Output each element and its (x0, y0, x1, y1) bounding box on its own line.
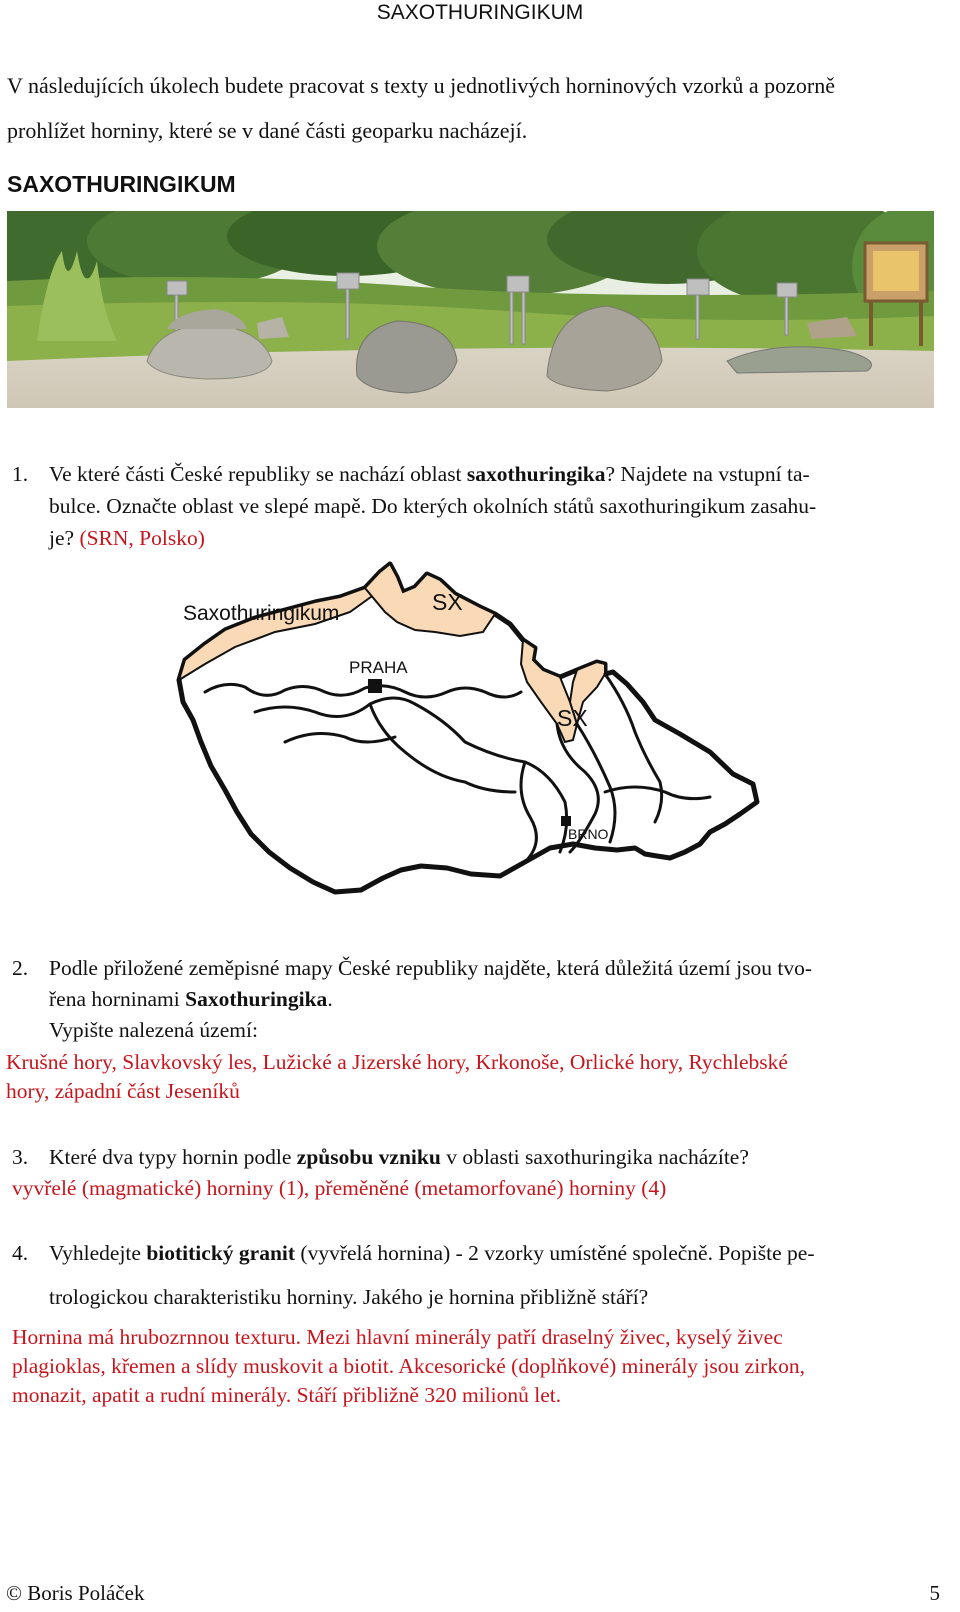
q4-answer-line-2: plagioklas, křemen a slídy muskovit a biotit. Akcesorické (doplňkové) minerály jsou zirkon, (12, 1354, 805, 1378)
q3-bold-term: způsobu vzniku (296, 1145, 441, 1169)
q4-bold-term: biotitický granit (146, 1241, 296, 1265)
q4-answer-line-1: Hornina má hrubozrnnou texturu. Mezi hlavní minerály patří draselný živec, kyselý živec (12, 1325, 783, 1349)
q2-text-c: . (327, 987, 333, 1011)
label-sx-north: SX (432, 589, 463, 615)
q2-bold-term: Saxothuringika (185, 987, 328, 1011)
question-2-line-3: Vypište nalezená území: (49, 1018, 258, 1042)
q1-text-line3: je? (49, 526, 80, 550)
question-3 (0, 1141, 960, 1173)
page-header: SAXOTHURINGIKUM (376, 1, 584, 24)
question-4-line-1 (49, 1237, 939, 1269)
q4-text-c: (vyvřelá hornina) - 2 vzorky umístěné společně. Popište pe- (295, 1241, 815, 1265)
question-1 (0, 458, 960, 554)
q2-answer-line-1: Krušné hory, Slavkovský les, Lužické a Jizerské hory, Krkonoše, Orlické hory, Rychlebské (6, 1050, 788, 1074)
intro-line-1: V následujících úkolech budete pracovat s texty u jednotlivých horninových vzorků a pozorně (7, 73, 836, 98)
q1-text-c: ? Najdete na vstupní ta- (605, 462, 810, 486)
question-2-line-2 (49, 983, 939, 1015)
label-brno: BRNO (568, 826, 609, 842)
question-4 (0, 1237, 960, 1313)
q4-text-a: Vyhledejte (49, 1241, 147, 1265)
q4-answer-line-3: monazit, apatit a rudní minerály. Stáří přibližně 320 milionů let. (12, 1383, 562, 1407)
brno-marker (561, 816, 571, 826)
q1-answer: (SRN, Polsko) (79, 526, 205, 550)
question-1-line-3 (49, 522, 939, 554)
praha-marker (368, 679, 382, 693)
footer-author: © Boris Poláček (6, 1581, 145, 1605)
q3-text-a: Které dva typy hornin podle (49, 1145, 297, 1169)
section-title: SAXOTHURINGIKUM (7, 171, 236, 197)
question-number: 3. (12, 1145, 29, 1169)
label-saxothuringikum: Saxothuringikum (183, 602, 340, 625)
question-number: 1. (12, 462, 29, 486)
question-2 (0, 952, 960, 1048)
q1-bold-term: saxothuringika (466, 462, 606, 486)
footer-page-number: 5 (929, 1581, 940, 1605)
q1-text-a: Ve které části České republiky se nachází oblast (49, 462, 467, 486)
question-3-line-1 (49, 1141, 939, 1173)
q2-text-a: řena horninami (49, 987, 186, 1011)
q2-answer-line-2: hory, západní část Jeseníků (6, 1079, 240, 1103)
geopark-panorama-photo (7, 211, 934, 408)
label-sx-east: SX (557, 705, 588, 731)
question-4-line-2: trologickou charakteristiku horniny. Jakého je hornina přibližně stáří? (49, 1285, 649, 1309)
q3-answer: vyvřelé (magmatické) horniny (1), přeměněné (metamorfované) horniny (4) (12, 1176, 667, 1200)
label-praha: PRAHA (349, 658, 408, 677)
question-1-line-2: bulce. Označte oblast ve slepé mapě. Do kterých okolních států saxothuringikum zasahu- (49, 494, 817, 518)
intro-line-2: prohlížet horniny, které se v dané části geoparku nacházejí. (7, 118, 528, 143)
question-number: 2. (12, 956, 29, 980)
question-1-line-1 (49, 458, 939, 490)
question-number: 4. (12, 1241, 29, 1265)
q3-text-c: v oblasti saxothuringika nacházíte? (440, 1145, 749, 1169)
czech-blind-map (165, 552, 765, 917)
question-2-line-1: Podle přiložené zeměpisné mapy České republiky najděte, která důležitá území jsou tvo- (49, 956, 812, 980)
